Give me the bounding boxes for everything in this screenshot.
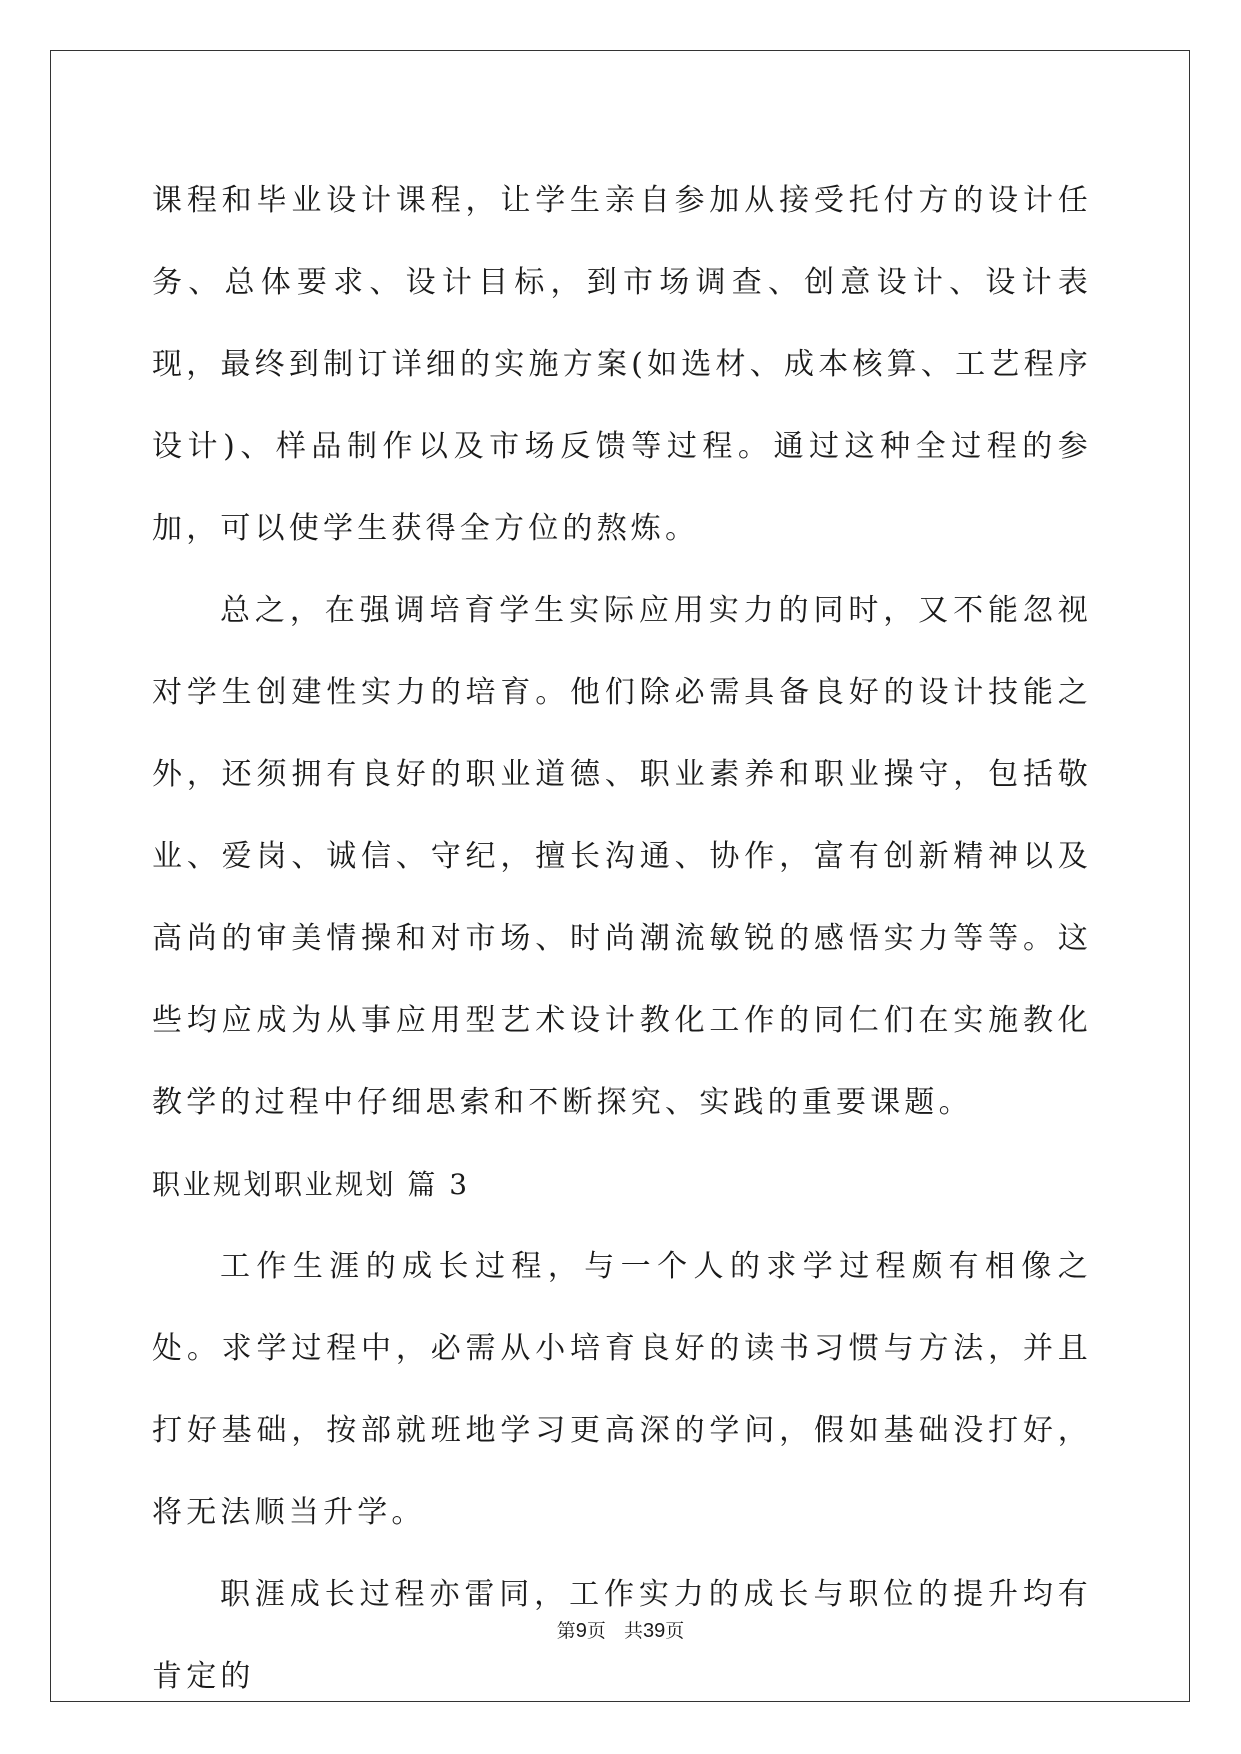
section-heading: 职业规划职业规划 篇 3 [152, 1168, 470, 1201]
paragraph-3: 工作生涯的成长过程，与一个人的求学过程颇有相像之处。求学过程中，必需从小培育良好的读书习惯与方法，并且打好基础，按部就班地学习更高深的学问，假如基础没打好，将无法顺当升学。 [152, 1249, 1092, 1530]
total-pages: 39 [642, 1620, 666, 1642]
paragraph-1: 课程和毕业设计课程，让学生亲自参加从接受托付方的设计任务、总体要求、设计目标，到市场调查、创意设计、设计表现，最终到制订详细的实施方案(如选材、成本核算、工艺程序设计)、样品制作以及市场反馈等过程。通过这种全过程的参加，可以使学生获得全方位的熬炼。 [152, 183, 1092, 546]
page-prefix: 第 [556, 1620, 576, 1642]
paragraph-2: 总之，在强调培育学生实际应用实力的同时，又不能忽视对学生创建性实力的培育。他们除必需具备良好的设计技能之外，还须拥有良好的职业道德、职业素养和职业操守，包括敬业、爱岗、诚信、守纪，擅长沟通、协作，富有创新精神以及高尚的审美情操和对市场、时尚潮流敏锐的感悟实力等等。这些均应成为从事应用型艺术设计教化工作的同仁们在实施教化教学的过程中仔细思索和不断探究、实践的重要课题。 [152, 593, 1092, 1120]
page-suffix: 页 [586, 1620, 606, 1642]
page-number: 9 [575, 1620, 587, 1642]
total-prefix: 共 [623, 1620, 643, 1642]
paragraph-4: 职涯成长过程亦雷同，工作实力的成长与职位的提升均有肯定的 [152, 1577, 1092, 1694]
page-footer [0, 1616, 1241, 1643]
document-body [152, 160, 1092, 1718]
total-suffix: 页 [665, 1620, 685, 1642]
